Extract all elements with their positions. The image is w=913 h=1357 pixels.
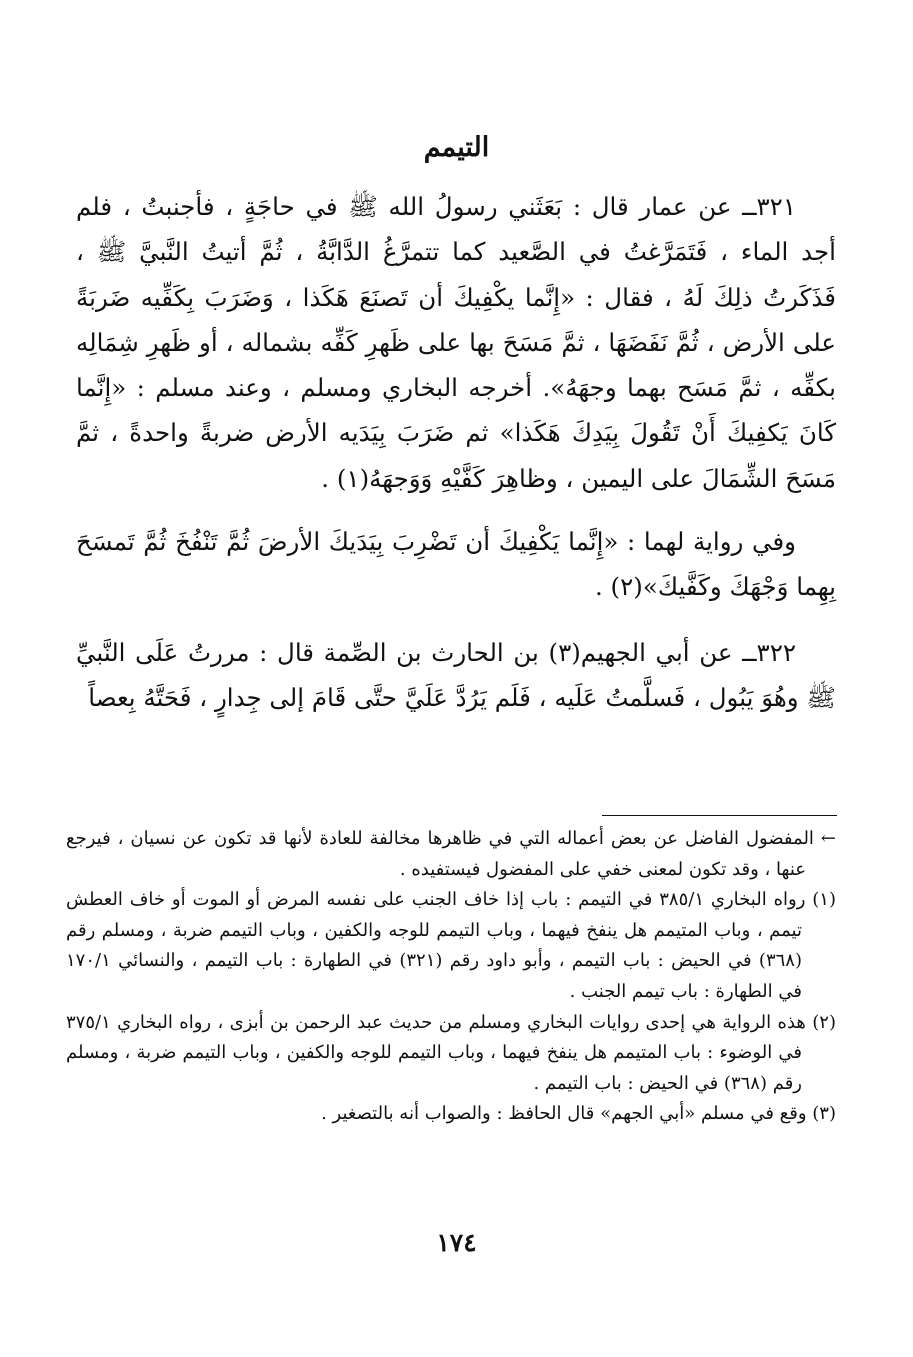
- footnote-separator: [602, 815, 837, 816]
- footnotes: [66, 824, 836, 1130]
- hadith-322-paragraph: ٣٢٢ــ عن أبي الجهيم(٣) بن الحارث بن الصِّمة قال : مررتُ عَلَى النَّبيِّ ﷺ وهُوَ يَبُول ، فَسلَّمتُ عَلَيه ، فَلَم يَرُدَّ عَلَيَّ حتَّى قَامَ إلى جِدارٍ ، فَحَتَّهُ بِعصاً: [76, 637, 836, 712]
- footnote-3: (٣) وقع في مسلم «أبي الجهم» قال الحافظ : والصواب أنه بالتصغير .: [321, 1103, 836, 1125]
- chapter-title: التيمم: [423, 132, 490, 163]
- main-text: [76, 184, 836, 720]
- hadith-321-paragraph: ٣٢١ــ عن عمار قال : بَعَثَني رسولُ الله ﷺ في حاجَةٍ ، فأجنبتُ ، فلم أجد الماء ، فَتَمَرَّغتُ في الصَّعيد كما تتمرَّغُ الدَّابَّةُ ، ثُمَّ أتيتُ النَّبيَّ ﷺ ، فَذَكَرتُ ذلِكَ لَهُ ، فقال : «إِنَّما يكْفِيكَ أن تَصنَعَ هَكَذا ، وَضَرَبَ بِكَفِّيه ضَربَةً على الأرض ، ثُمَّ نَفَضَهَا ، ثمَّ مَسَحَ بها على ظَهرِ كَفِّه بشماله ، أو ظَهرِ شِمَالِه بكفِّه ، ثمَّ مَسَح بهما وجهَهُ». أخرجه البخاري ومسلم ، وعند مسلم : «إِنَّما كَانَ يَكفِيكَ أَنْ تَقُولَ بِيَدِكَ هَكَذا» ثم ضَرَبَ بِيَدَيه الأرض ضربةً واحدةً ، ثمَّ مَسَحَ الشِّمَالَ على اليمين ، وظاهِرَ كَفَّيْهِ وَوَجهَهُ(١) .: [76, 192, 836, 493]
- footnote-2: (٢) هذه الرواية هي إحدى روايات البخاري ومسلم من حديث عبد الرحمن بن أبزى ، رواه البخاري ٣٧٥/١ في الوضوء : باب المتيمم هل ينفخ فيهما ، وباب التيمم للوجه والكفين ، وباب التيمم ضربة ، ومسلم رقم (٣٦٨) في الحيض : باب التيمم .: [66, 1011, 836, 1094]
- footnote-1: (١) رواه البخاري ٣٨٥/١ في التيمم : باب إذا خاف الجنب على نفسه المرض أو الموت أو خاف العطش تيمم ، وباب المتيمم هل ينفخ فيهما ، وباب التيمم للوجه والكفين ، وباب التيمم ضربة ، ومسلم رقم (٣٦٨) في الحيض : باب التيمم ، وأبو داود رقم (٣٢١) في الطهارة : باب التيمم ، والنسائي ١٧٠/١ في الطهارة : باب تيمم الجنب .: [66, 889, 836, 1002]
- riwaya-paragraph: وفي رواية لهما : «إِنَّما يَكْفِيكَ أن تَضْرِبَ بِيَدَيكَ الأرضَ ثُمَّ تَنْفُخَ ثُمَّ تَمسَحَ بِهِما وَجْهَكَ وكَفَّيكَ»(٢) .: [76, 527, 836, 602]
- footnote-continuation: ← المفضول الفاضل عن بعض أعماله التي في ظاهرها مخالفة للعادة لأنها قد تكون عن نسيان ، فيرجع عنها ، وقد تكون لمعنى خفي على المفضول فيستفيده .: [66, 828, 836, 880]
- page-number: ١٧٤: [436, 1228, 477, 1257]
